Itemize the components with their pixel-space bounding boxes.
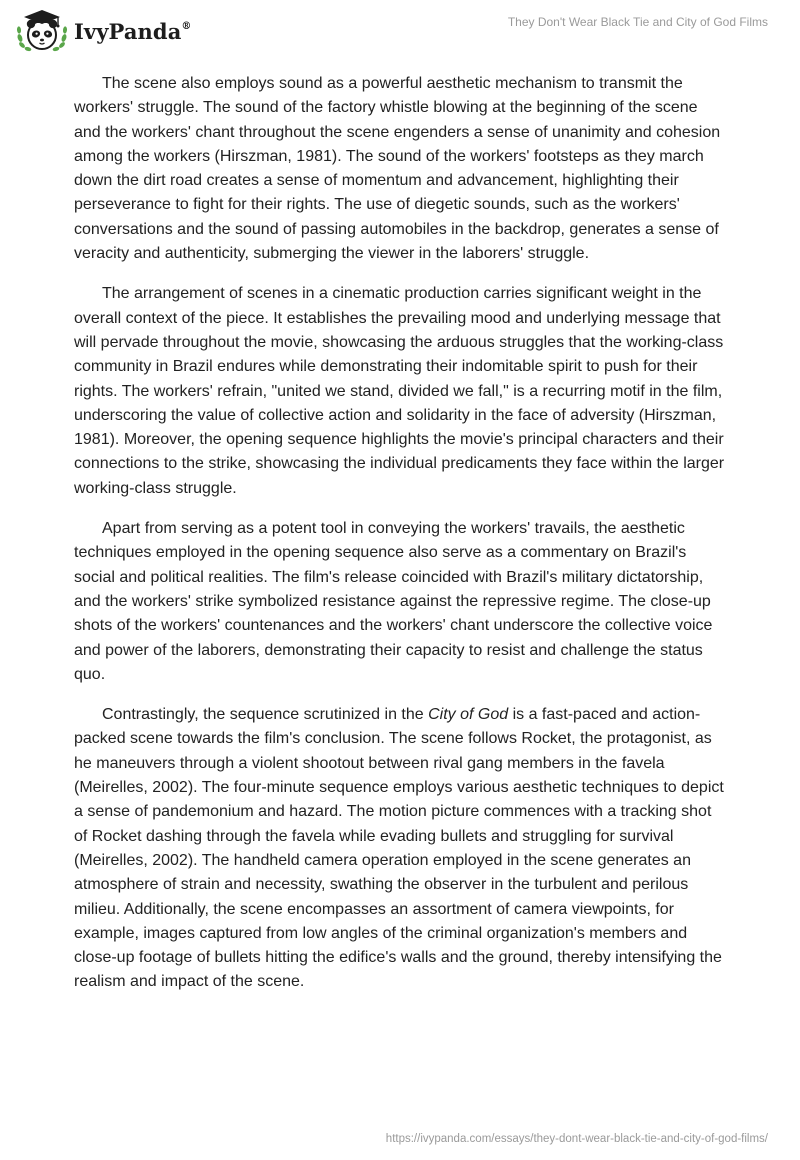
essay-body bbox=[74, 72, 726, 1011]
page-header bbox=[0, 0, 800, 56]
paragraph: The scene also employs sound as a powerful aesthetic mechanism to transmit the workers' struggle. The sound of the factory whistle blowing at the beginning of the scene and the workers' chant throughout the scene engenders a sense of unanimity and cohesion among the workers (Hirszman, 1981). The sound of the workers' footsteps as they march down the dirt road creates a sense of momentum and advancement, highlighting their perseverance to fight for their rights. The use of diegetic sounds, such as the workers' conversations and the sound of passing automobiles in the backdrop, generates a sense of veracity and authenticity, submerging the viewer in the laborers' struggle. bbox=[74, 75, 721, 263]
document-title: They Don't Wear Black Tie and City of God Films bbox=[507, 15, 768, 29]
film-title: City of God bbox=[428, 706, 509, 724]
paragraph-text: Contrastingly, the sequence scrutinized in the bbox=[102, 706, 429, 724]
paragraph bbox=[74, 703, 726, 995]
paragraph-text: is a fast-paced and action-packed scene towards the film's conclusion. The scene follows Rocket, the protagonist, as he maneuvers through a violent shootout between rival gang members in the favela (Meirelles, 2002). The four-minute sequence employs various aesthetic techniques to depict a sense of pandemonium and hazard. The motion picture commences with a tracking shot of Rocket dashing through the favela while evading bullets and struggling for survival (Meirelles, 2002). The handheld camera operation employed in the scene generates an atmosphere of strain and necessity, swathing the observer in the turbulent and perilous milieu. Additionally, the scene encompasses an assortment of camera viewpoints, for example, images captured from low angles of the criminal organization's members and close-up footage of bullets hitting the edifice's walls and the ground, thereby intensifying the realism and impact of the scene. bbox=[74, 706, 724, 991]
panda-graduate-icon bbox=[14, 8, 70, 52]
registered-mark: ® bbox=[181, 20, 192, 32]
paragraph: Apart from serving as a potent tool in conveying the workers' travails, the aesthetic techniques employed in the opening sequence also serve as a commentary on Brazil's social and political realities. The film's release coincided with Brazil's military dictatorship, and the workers' strike symbolized resistance against the repressive regime. The close-up shots of the workers' countenances and the workers' chant underscore the collective voice and power of the laborers, demonstrating their capacity to resist and challenge the status quo. bbox=[74, 520, 713, 683]
paragraph: The arrangement of scenes in a cinematic production carries significant weight in the overall context of the piece. It establishes the prevailing mood and underlying message that will pervade throughout the movie, showcasing the arduous struggles that the working-class community in Brazil endures while demonstrating their indomitable spirit to push for their rights. The workers' refrain, "united we stand, divided we fall," is a recurring motif in the film, underscoring the value of collective action and solidarity in the face of adversity (Hirszman, 1981). Moreover, the opening sequence highlights the movie's principal characters and their connections to the strike, showcasing the individual predicaments they face within the larger working-class struggle. bbox=[74, 285, 725, 497]
source-url[interactable]: https://ivypanda.com/essays/they-dont-wear-black-tie-and-city-of-god-films/ bbox=[385, 1133, 768, 1145]
ivypanda-logo[interactable] bbox=[14, 8, 192, 52]
brand-name: IvyPanda® bbox=[74, 18, 192, 44]
